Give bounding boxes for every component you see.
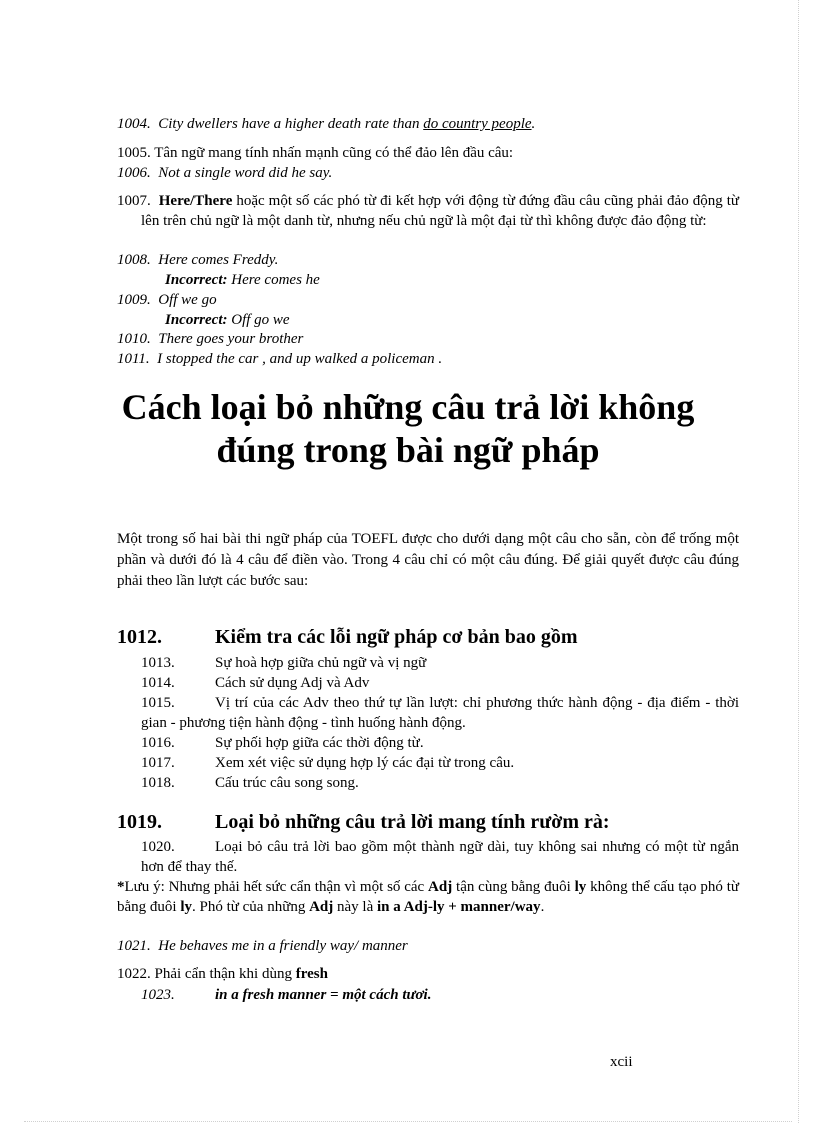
item-number: 1011.	[117, 351, 150, 367]
example-text: Not a single word did he say.	[158, 165, 333, 181]
period: .	[531, 116, 536, 132]
list-item-1020	[141, 837, 739, 877]
list-item	[141, 653, 739, 673]
line-1004	[117, 114, 739, 134]
line-1022	[117, 964, 739, 984]
paragraph-1007	[117, 191, 739, 231]
example-text: I stopped the car , and up walked a policeman .	[157, 351, 443, 367]
item-text: Loại bỏ câu trả lời bao gồm một thành ngữ dài, tuy không sai nhưng có một từ ngắn hơn để thay thế.	[141, 839, 739, 875]
example-text: Off we go	[158, 292, 217, 308]
title-line-1: Cách loại bỏ những câu trả lời không	[121, 387, 695, 427]
page-right-border	[798, 0, 799, 1123]
note-text: tận cùng bằng đuôi	[452, 879, 575, 895]
item-text: Vị trí của các Adv theo thứ tự lần lượt: chỉ phương thức hành động - địa điểm - thời gian - phương tiện hành động - tình huống hành động.	[141, 695, 739, 731]
line-1010	[117, 329, 739, 349]
underlined-phrase: do country people	[423, 116, 532, 132]
item-number: 1020.	[141, 839, 175, 855]
item-number: 1010.	[117, 331, 151, 347]
page-number: xcii	[610, 1054, 633, 1070]
note-text: này là	[333, 899, 377, 915]
note-term: ly	[180, 899, 192, 915]
list-item	[141, 753, 739, 773]
line-1008	[117, 250, 739, 270]
list-item	[141, 773, 739, 793]
example-text: in a fresh manner = một cách tươi.	[215, 987, 432, 1003]
example-text: There goes your brother	[158, 331, 304, 347]
page-bottom-border	[24, 1121, 792, 1122]
section-number: 1019.	[117, 811, 162, 833]
note-term: in a Adj-ly + manner/way	[377, 899, 541, 915]
example-text: He behaves me in a friendly way/ manner	[158, 938, 408, 954]
incorrect-text: Off go we	[227, 312, 290, 328]
item-number: 1013.	[141, 655, 175, 671]
item-number: 1021.	[117, 938, 151, 954]
item-number: 1016.	[141, 735, 175, 751]
incorrect-1008	[165, 270, 787, 290]
item-number: 1017.	[141, 755, 175, 771]
item-number: 1009.	[117, 292, 151, 308]
chapter-title	[100, 386, 716, 472]
note-text: không thể cấu tạo phó từ bằng đuôi	[117, 879, 739, 915]
item-text: Sự phối hợp giữa các thời động từ.	[215, 735, 424, 751]
note-term: Adj	[309, 899, 334, 915]
line-1005: 1005. Tân ngữ mang tính nhấn mạnh cũng có thể đảo lên đầu câu:	[117, 145, 514, 161]
note-term: Adj	[428, 879, 453, 895]
list-item	[141, 693, 739, 733]
item-text: Xem xét việc sử dụng hợp lý các đại từ trong câu.	[215, 755, 515, 771]
example-text: City dwellers have a higher death rate than	[158, 116, 424, 132]
note-paragraph	[117, 877, 739, 917]
item-number: 1004.	[117, 116, 151, 132]
item-number: 1014.	[141, 675, 175, 691]
item-number: 1008.	[117, 252, 151, 268]
item-text: Cách sử dụng Adj và Adv	[215, 675, 370, 691]
section-heading-1012	[117, 625, 578, 649]
bold-term: fresh	[295, 966, 328, 982]
note-term: ly	[574, 879, 587, 895]
item-number: 1007.	[117, 193, 151, 209]
section-title: Loại bỏ những câu trả lời mang tính rườm rà:	[215, 811, 610, 833]
note-text: .	[540, 899, 545, 915]
section-heading-1019	[117, 810, 610, 834]
incorrect-1009	[165, 310, 787, 330]
list-item	[141, 733, 739, 753]
line-1021	[117, 936, 739, 956]
intro-paragraph: Một trong số hai bài thi ngữ pháp của TOEFL được cho dưới dạng một câu cho sẵn, còn để trống một phần và dưới đó là 4 câu để điền vào. Trong 4 câu chỉ có một câu đúng. Để giải quyết được câu đúng phải theo lần lượt các bước sau:	[117, 531, 739, 589]
item-text: Sự hoà hợp giữa chủ ngữ và vị ngữ	[215, 655, 427, 671]
example-text: Here comes Freddy.	[158, 252, 279, 268]
item-number: 1023.	[141, 987, 175, 1003]
paragraph-text: hoặc một số các phó từ đi kết hợp với động từ đứng đầu câu cũng phải đảo động từ lên trên chủ ngữ là một danh từ, nhưng nếu chủ ngữ là một đại từ thì không được đảo động từ:	[141, 193, 740, 229]
incorrect-label: Incorrect:	[165, 312, 228, 328]
incorrect-label: Incorrect:	[165, 272, 228, 288]
note-text: Lưu ý: Nhưng phải hết sức cẩn thận vì một số các	[124, 879, 429, 895]
item-text: Cấu trúc câu song song.	[215, 775, 359, 791]
title-line-2: đúng trong bài ngữ pháp	[216, 430, 600, 470]
line-1006	[117, 163, 739, 183]
bold-term: Here/There	[158, 193, 233, 209]
section-number: 1012.	[117, 626, 162, 648]
section-title: Kiểm tra các lỗi ngữ pháp cơ bản bao gồm	[215, 626, 578, 648]
item-number: 1015.	[141, 695, 175, 711]
line-text: 1022. Phải cẩn thận khi dùng	[117, 966, 296, 982]
line-1023	[141, 985, 763, 1005]
note-star: *	[117, 879, 125, 895]
line-1011	[117, 349, 739, 369]
incorrect-text: Here comes he	[227, 272, 320, 288]
list-item	[141, 673, 739, 693]
item-number: 1018.	[141, 775, 175, 791]
line-1009	[117, 290, 739, 310]
note-text: . Phó từ của những	[192, 899, 310, 915]
item-number: 1006.	[117, 165, 151, 181]
